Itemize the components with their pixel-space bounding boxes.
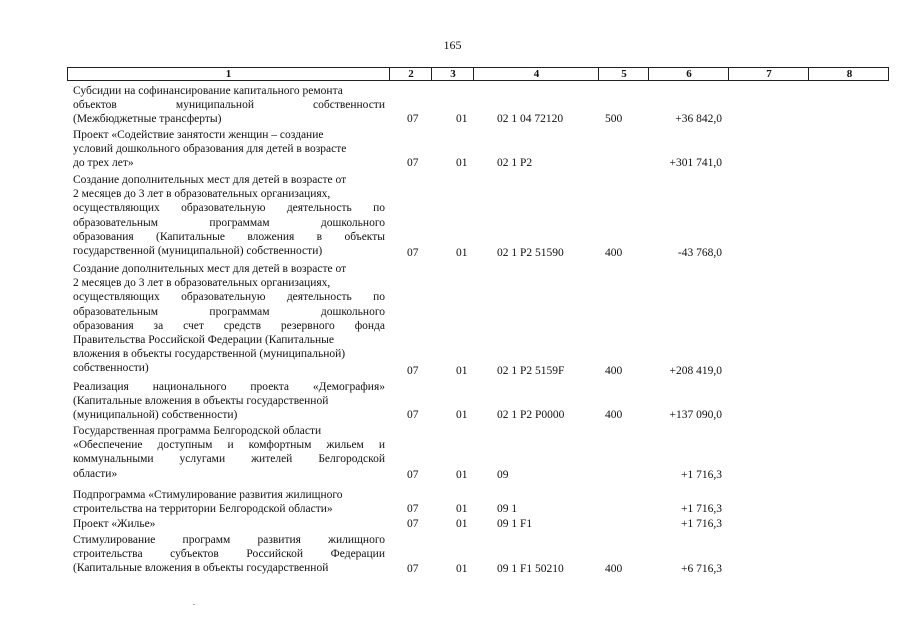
row-description <box>73 488 385 516</box>
cell-amount: +6 716,3 <box>681 563 722 575</box>
description-line: Создание дополнительных мест для детей в возрасте от <box>73 174 347 186</box>
description-line: (Капитальные вложения в объекты государственной <box>73 562 329 575</box>
description-line: Государственная программа Белгородской области <box>73 425 322 437</box>
description-line: строительства субъектов Российской Федерации <box>73 548 385 561</box>
cell-target-article: 02 1 P2 51590 <box>497 247 564 259</box>
description-line: Стимулирование программ развития жилищного <box>73 534 385 546</box>
description-line: коммунальными услугами жителей Белгородской <box>73 453 385 466</box>
cell-expense-type: 400 <box>605 247 623 259</box>
description-line: образования (Капитальные вложения в объекты <box>73 230 385 243</box>
cell-subsection: 01 <box>456 113 468 125</box>
description-line: «Обеспечение доступным и комфортным жильем и <box>73 439 385 452</box>
row-description <box>73 533 385 576</box>
header-col-3: 3 <box>431 68 474 80</box>
cell-amount: +1 716,3 <box>681 518 722 530</box>
description-line: объектов муниципальной собственности <box>73 99 385 112</box>
description-line: до трех лет» <box>73 157 134 170</box>
description-line: осуществляющих образовательную деятельность по <box>73 291 385 304</box>
description-line: Субсидии на софинансирование капитального ремонта <box>73 85 343 97</box>
description-line: государственной (муниципальной) собственности) <box>73 245 323 258</box>
cell-expense-type: 400 <box>605 563 623 575</box>
cell-amount: +36 842,0 <box>675 113 722 125</box>
cell-subsection: 01 <box>456 469 468 481</box>
cell-target-article: 09 1 F1 <box>497 518 533 530</box>
cell-section: 07 <box>407 469 419 481</box>
cell-subsection: 01 <box>456 247 468 259</box>
row-description <box>73 128 385 171</box>
description-line: образования за счет средств резервного фонда <box>73 319 385 332</box>
header-col-4: 4 <box>473 68 599 80</box>
cell-section: 07 <box>407 247 419 259</box>
header-col-8: 8 <box>808 68 890 80</box>
description-line: Проект «Жилье» <box>73 518 156 530</box>
cell-section: 07 <box>407 409 419 421</box>
description-line: Создание дополнительных мест для детей в возрасте от <box>73 263 347 275</box>
description-line: строительства на территории Белгородской области» <box>73 503 333 516</box>
row-description <box>73 380 385 423</box>
cell-expense-type: 400 <box>605 409 623 421</box>
cell-amount: +1 716,3 <box>681 469 722 481</box>
description-line: вложения в объекты государственной (муниципальной) <box>73 348 346 361</box>
description-line: (Межбюджетные трансферты) <box>73 113 222 126</box>
cell-section: 07 <box>407 113 419 125</box>
cell-target-article: 09 <box>497 469 509 481</box>
cell-subsection: 01 <box>456 157 468 169</box>
scan-speck <box>193 604 195 605</box>
description-line: Подпрограмма «Стимулирование развития жилищного <box>73 489 343 501</box>
header-col-7: 7 <box>728 68 809 80</box>
cell-section: 07 <box>407 518 419 530</box>
cell-section: 07 <box>407 503 419 515</box>
row-description <box>73 262 385 376</box>
header-col-2: 2 <box>389 68 432 80</box>
table-header <box>67 67 889 81</box>
row-description <box>73 517 385 531</box>
page-number: 165 <box>443 38 462 52</box>
cell-subsection: 01 <box>456 409 468 421</box>
cell-subsection: 01 <box>456 365 468 377</box>
cell-section: 07 <box>407 365 419 377</box>
description-line: 2 месяцев до 3 лет в образовательных организациях, <box>73 188 331 201</box>
description-line: условий дошкольного образования для детей в возрасте <box>73 143 347 156</box>
cell-subsection: 01 <box>456 503 468 515</box>
row-description <box>73 424 385 481</box>
row-description <box>73 173 385 258</box>
description-line: (муниципальной) собственности) <box>73 409 238 422</box>
description-line: осуществляющих образовательную деятельность по <box>73 202 385 215</box>
description-line: образовательным программам дошкольного <box>73 305 385 318</box>
description-line: (Капитальные вложения в объекты государственной <box>73 395 329 408</box>
cell-expense-type: 400 <box>605 365 623 377</box>
cell-amount: -43 768,0 <box>677 247 722 259</box>
header-col-5: 5 <box>598 68 649 80</box>
header-col-6: 6 <box>648 68 729 80</box>
cell-section: 07 <box>407 563 419 575</box>
cell-amount: +208 419,0 <box>669 365 722 377</box>
cell-expense-type: 500 <box>605 113 623 125</box>
cell-subsection: 01 <box>456 563 468 575</box>
cell-amount: +1 716,3 <box>681 503 722 515</box>
description-line: области» <box>73 467 118 480</box>
cell-section: 07 <box>407 157 419 169</box>
cell-target-article: 09 1 <box>497 503 518 515</box>
row-description <box>73 84 385 127</box>
description-line: Правительства Российской Федерации (Капитальные <box>73 334 334 347</box>
header-col-1: 1 <box>225 68 232 80</box>
cell-amount: +137 090,0 <box>669 409 722 421</box>
cell-target-article: 02 1 P2 5159F <box>497 365 565 377</box>
description-line: 2 месяцев до 3 лет в образовательных организациях, <box>73 277 331 290</box>
description-line: собственности) <box>73 362 149 375</box>
description-line: образовательным программам дошкольного <box>73 216 385 229</box>
cell-target-article: 02 1 P2 P0000 <box>497 409 565 421</box>
cell-target-article: 09 1 F1 50210 <box>497 563 564 575</box>
cell-amount: +301 741,0 <box>669 157 722 169</box>
description-line: Проект «Содействие занятости женщин – создание <box>73 129 324 141</box>
cell-target-article: 02 1 P2 <box>497 157 533 169</box>
cell-target-article: 02 1 04 72120 <box>497 113 564 125</box>
description-line: Реализация национального проекта «Демография» <box>73 381 385 393</box>
cell-subsection: 01 <box>456 518 468 530</box>
